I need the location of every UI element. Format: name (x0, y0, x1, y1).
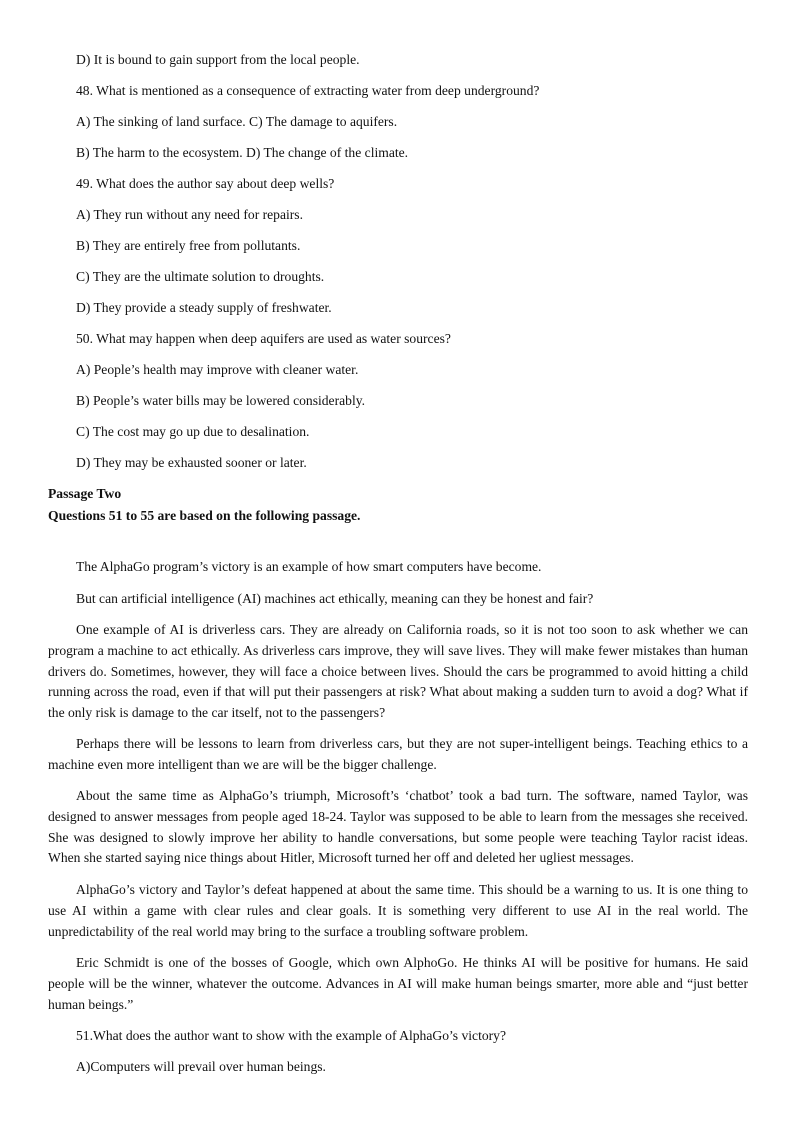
options-48-bd: B) The harm to the ecosystem. D) The change of the climate. (76, 145, 409, 160)
question-50: 50. What may happen when deep aquifers are used as water sources? (76, 331, 451, 346)
paragraph-2: But can artificial intelligence (AI) machines act ethically, meaning can they be honest and fair? (76, 591, 594, 606)
passage-instructions: Questions 51 to 55 are based on the following passage. (48, 508, 361, 523)
option-50a: A) People’s health may improve with cleaner water. (76, 362, 359, 377)
paragraph-1: The AlphaGo program’s victory is an example of how smart computers have become. (76, 559, 542, 574)
option-49a: A) They run without any need for repairs. (76, 207, 303, 222)
options-48-ac: A) The sinking of land surface. C) The damage to aquifers. (76, 114, 398, 129)
option-47d: D) It is bound to gain support from the local people. (76, 52, 360, 67)
paragraph-6: AlphaGo’s victory and Taylor’s defeat happened at about the same time. This should be a warning to us. It is one thing to use AI within a game with clear rules and clear goals. It is something very different to use AI in the real world. The unpredictability of the real world may bring to the surface a troubling software problem. (48, 882, 748, 939)
paragraph-7: Eric Schmidt is one of the bosses of Google, which own AlphoGo. He thinks AI will be positive for humans. He said people will be the winner, whatever the outcome. Advances in AI will make human beings smarter, more able and “just better human beings.” (48, 955, 748, 1012)
option-49d: D) They provide a steady supply of freshwater. (76, 300, 332, 315)
question-51: 51.What does the author want to show with the example of AlphaGo’s victory? (76, 1028, 506, 1043)
paragraph-4: Perhaps there will be lessons to learn from driverless cars, but they are not super-intelligent beings. Teaching ethics to a machine even more intelligent than we are will be the bigger challenge. (48, 736, 748, 772)
option-50c: C) The cost may go up due to desalination. (76, 424, 310, 439)
passage-title: Passage Two (48, 486, 122, 501)
option-50d: D) They may be exhausted sooner or later. (76, 455, 307, 470)
option-49c: C) They are the ultimate solution to droughts. (76, 269, 325, 284)
option-49b: B) They are entirely free from pollutants. (76, 238, 301, 253)
paragraph-3: One example of AI is driverless cars. They are already on California roads, so it is not too soon to ask whether we can program a machine to act ethically. As driverless cars improve, they will save lives. They will make fewer mistakes than human drivers do. Sometimes, however, they will face a choice between lives. Should the cars be programmed to avoid hitting a child running across the road, even if that will put their passengers at risk? What about making a sudden turn to avoid a dog? What if the only risk is damage to the car itself, not to the passengers? (48, 622, 748, 721)
option-51a: A)Computers will prevail over human beings. (76, 1059, 326, 1074)
paragraph-5: About the same time as AlphaGo’s triumph, Microsoft’s ‘chatbot’ took a bad turn. The software, named Taylor, was designed to answer messages from people aged 18-24. Taylor was supposed to be able to learn from the messages she received. She was designed to slowly improve her ability to handle conversations, but some people were teaching Taylor racist ideas. When she started saying nice things about Hitler, Microsoft turned her off and deleted her ugliest messages. (48, 788, 748, 866)
option-50b: B) People’s water bills may be lowered considerably. (76, 393, 366, 408)
question-48: 48. What is mentioned as a consequence of extracting water from deep underground? (76, 83, 540, 98)
question-49: 49. What does the author say about deep wells? (76, 176, 335, 191)
